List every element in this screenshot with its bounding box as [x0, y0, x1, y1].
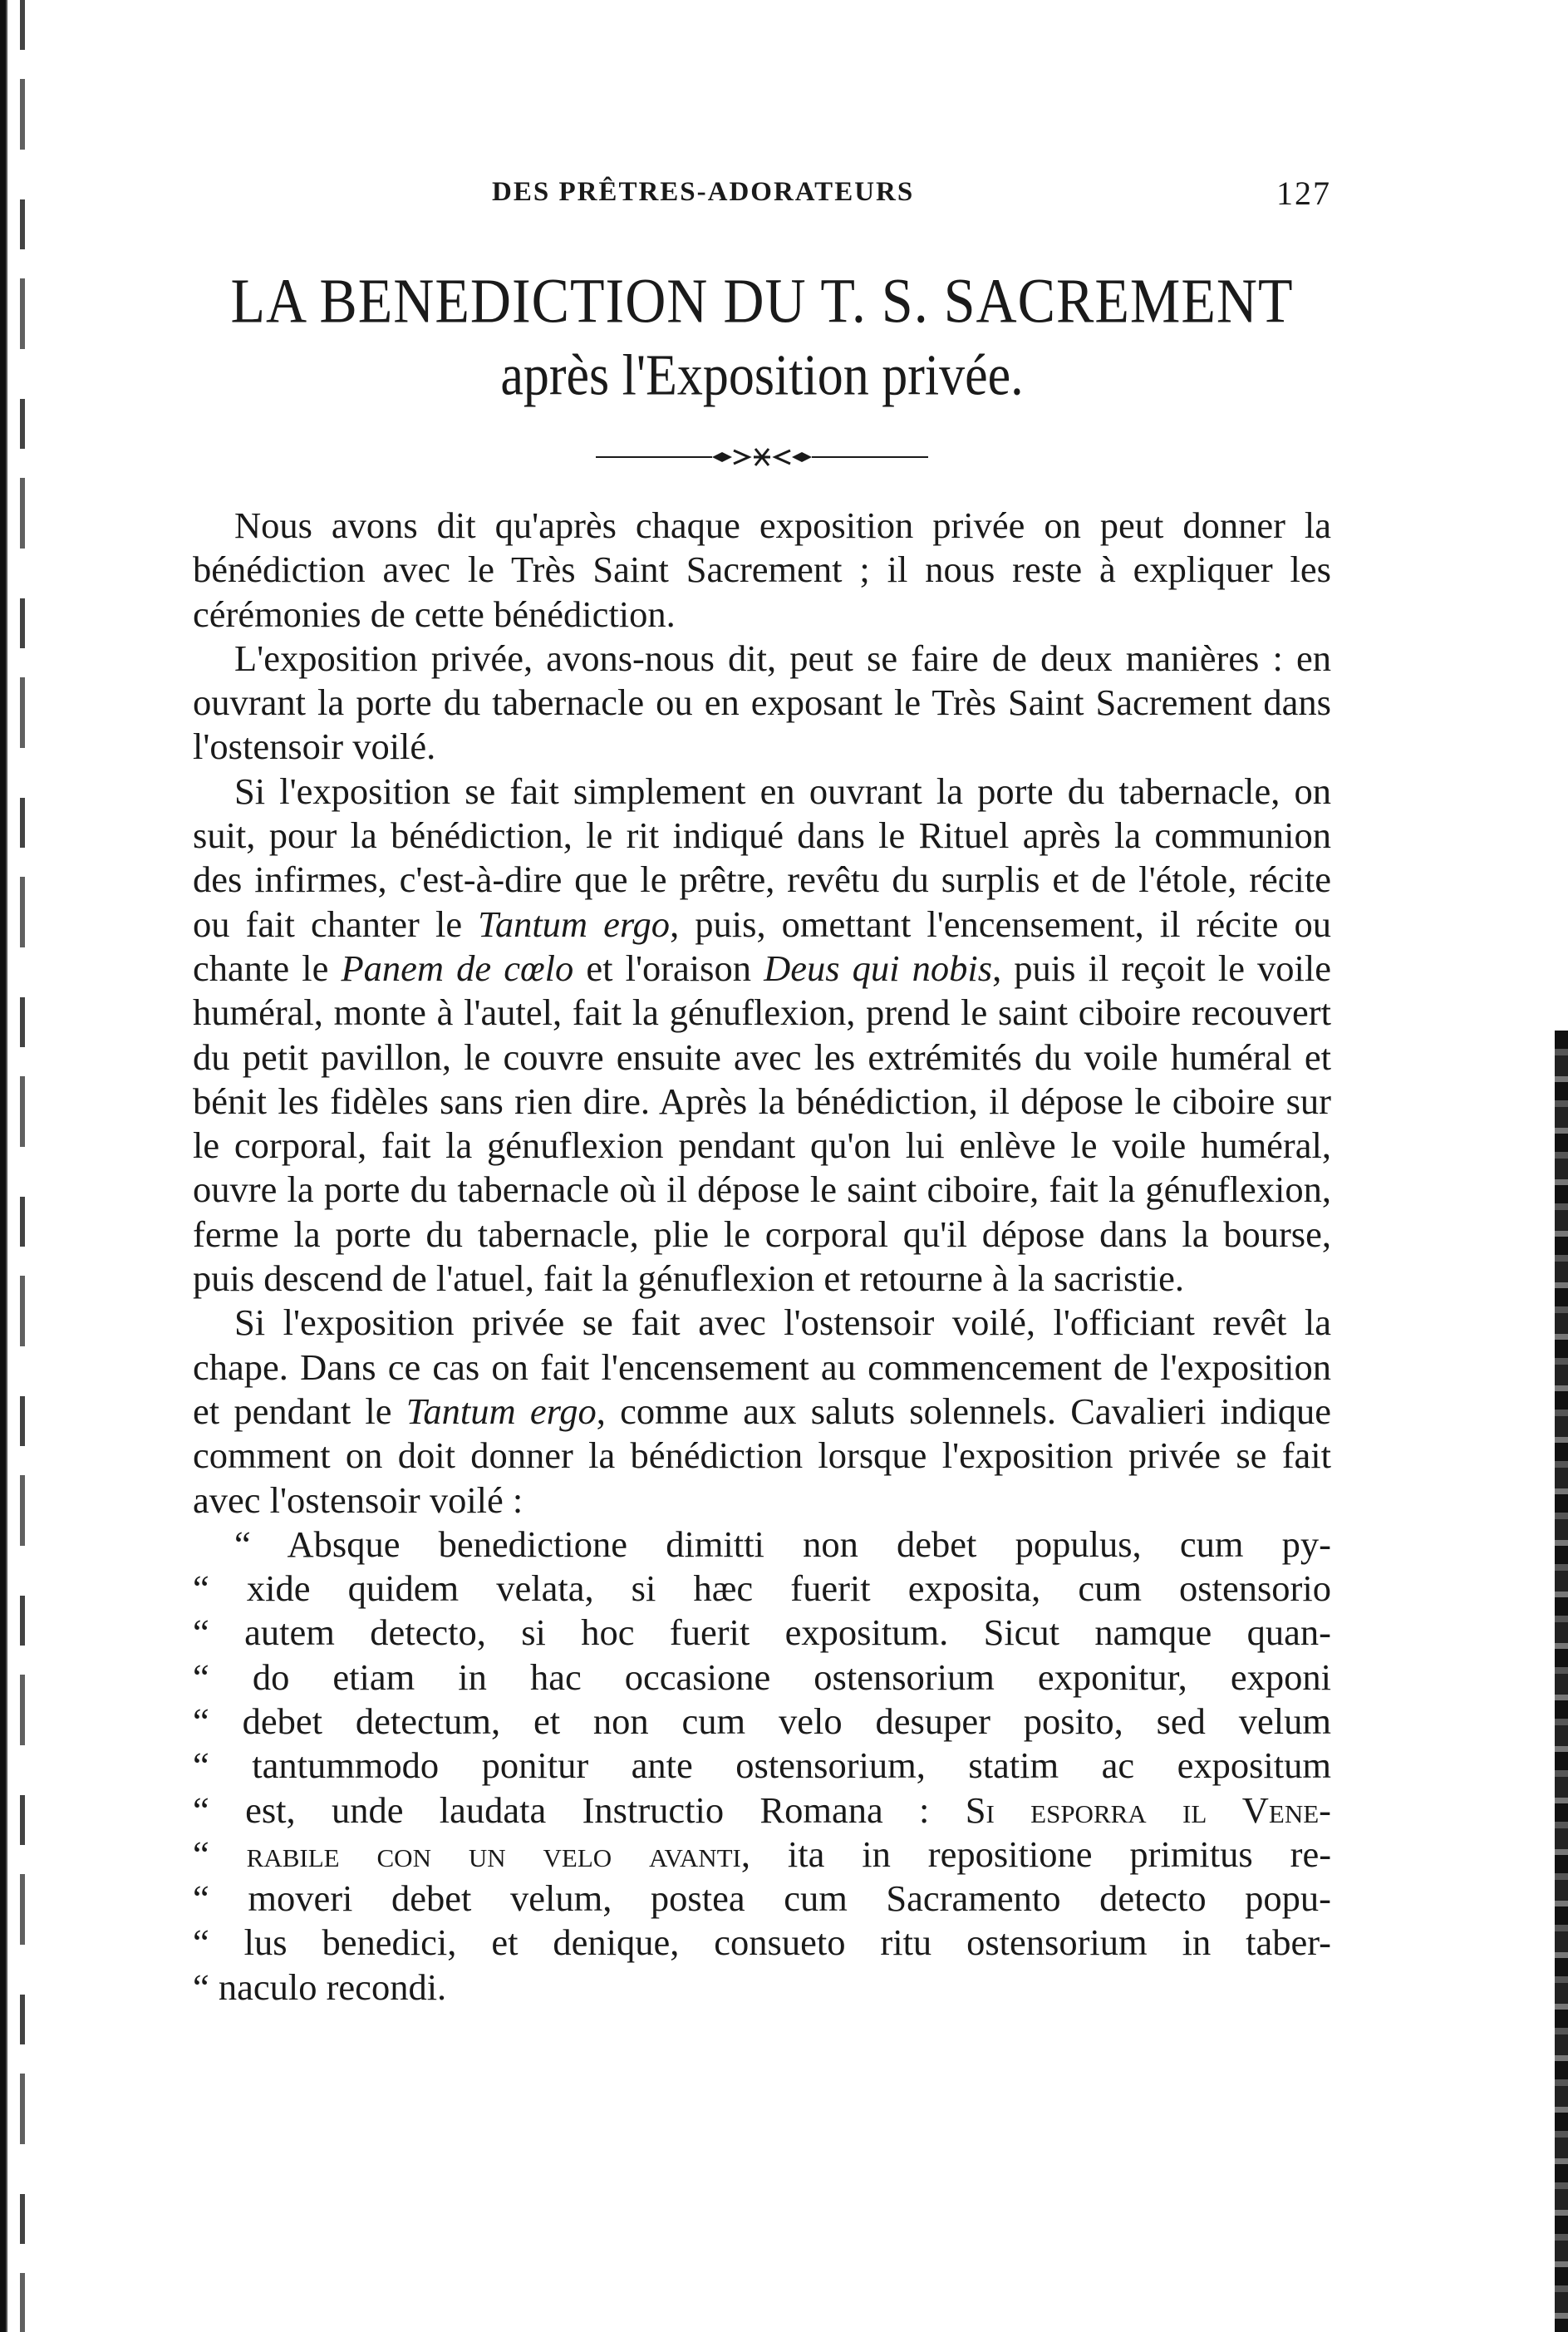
quote-line-7: [193, 1788, 1331, 1833]
page-binding-left-shadow: [20, 0, 25, 2332]
book-page: [193, 170, 1331, 2010]
paragraph-3-text-b: , puis, omettant l'encensement, il récite ou chante le: [193, 903, 1331, 989]
italic-panem-de-coelo: Panem de cœlo: [341, 947, 574, 989]
quote-line-7-text: “ est, unde laudata Instructio Romana :: [193, 1788, 930, 1831]
chapter-subtitle: après l'Exposition privée.: [500, 343, 1024, 407]
quote-line-3: “ autem detecto, si hoc fuerit expositum. Sicut namque quan-: [193, 1611, 1331, 1654]
quote-line-11: “ naculo recondi.: [193, 1965, 447, 2008]
running-head-title: DES PRÊTRES-ADORATEURS: [492, 177, 915, 207]
chapter-title: LA BENEDICTION DU T. S. SACREMENT: [230, 265, 1294, 337]
italic-deus-qui-nobis: Deus qui nobis: [764, 947, 993, 989]
paragraph-2: L'exposition privée, avons-nous dit, peut se faire de deux manières : en ouvrant la porte du tabernacle ou en exposant le Très Saint Sacrement dans l'ostensoir voilé.: [193, 637, 1331, 768]
quote-line-10: “ lus benedici, et denique, consueto ritu ostensorium in taber-: [193, 1921, 1331, 1964]
body-text: [193, 504, 1331, 2010]
quote-line-8-small-caps: rabile con un velo avanti: [246, 1833, 741, 1875]
paragraph-1: Nous avons dit qu'après chaque exposition privée on peut donner la bénédiction avec le Très Saint Sacrement ; il nous reste à expliquer les cérémonies de cette bénédiction.: [193, 504, 1331, 635]
quote-line-8: [193, 1833, 1331, 1877]
italic-tantum-ergo: Tantum ergo: [478, 903, 671, 945]
quote-line-8-mark: “: [193, 1833, 209, 1875]
latin-quotation: [193, 1523, 1331, 2010]
page-number: 127: [1276, 175, 1331, 212]
quote-line-1: “ Absque benedictione dimitti non debet populus, cum py-: [234, 1523, 1331, 1565]
quote-line-7-small-caps: Si esporra il Vene-: [965, 1788, 1331, 1831]
quote-line-8-text: , ita in repositione primitus re-: [740, 1833, 1332, 1875]
paragraph-3: [193, 770, 1331, 1301]
quote-line-9: “ moveri debet velum, postea cum Sacramento detecto popu-: [193, 1877, 1331, 1920]
quote-line-5: “ debet detectum, et non cum velo desuper posito, sed velum: [193, 1700, 1331, 1742]
quote-line-4: “ do etiam in hac occasione ostensorium exponitur, exponi: [193, 1656, 1331, 1698]
quote-line-6: “ tantummodo ponitur ante ostensorium, statim ac expositum: [193, 1744, 1331, 1787]
paragraph-3-text-c: et l'oraison: [586, 947, 751, 989]
italic-tantum-ergo-2: Tantum ergo: [406, 1390, 597, 1432]
page-binding-left-edge: [0, 0, 12, 2332]
paragraph-4-text-b: , comme aux saluts solennels. Cavalieri indique comment on doit donner la bénédiction lorsque l'exposition privée se fait avec l'ostensoir voilé :: [193, 1390, 1331, 1521]
paragraph-3-text-d: , puis il reçoit le voile huméral, monte à l'autel, fait la génuflexion, prend le saint ciboire recouvert du petit pavillon, le couvre ensuite avec les extrémités du voile huméral et bénit les fidèles sans rien dire. Après la bénédiction, il dépose le ciboire sur le corporal, fait la génuflexion pendant qu'on lui enlève le voile huméral, ouvre la porte du tabernacle où il dépose le saint ciboire, fait la génuflexion, ferme la porte du tabernacle, plie le corporal qu'il dépose dans la bourse, puis descend de l'atuel, fait la génuflexion et retourne à la sacristie.: [193, 947, 1332, 1300]
quote-line-2: “ xide quidem velata, si hæc fuerit exposita, cum ostensorio: [193, 1567, 1331, 1610]
paragraph-4-text-a: Si l'exposition privée se fait avec l'ostensoir voilé, l'officiant revêt la chape. Dans ce cas on fait l'encensement au commencement de l'exposition et pendant le: [193, 1301, 1331, 1432]
page-binding-right-edge: [1555, 1031, 1568, 2332]
ornament-divider-icon: [596, 447, 928, 467]
paragraph-4: [193, 1301, 1331, 1522]
paragraph-3-text-a: Si l'exposition se fait simplement en ouvrant la porte du tabernacle, on suit, pour la bénédiction, le rit indiqué dans le Rituel après la communion des infirmes, c'est-à-dire que le prêtre, revêtu du surplis et de l'étole, récite ou fait chanter le: [193, 770, 1331, 945]
running-head: [193, 170, 1331, 220]
